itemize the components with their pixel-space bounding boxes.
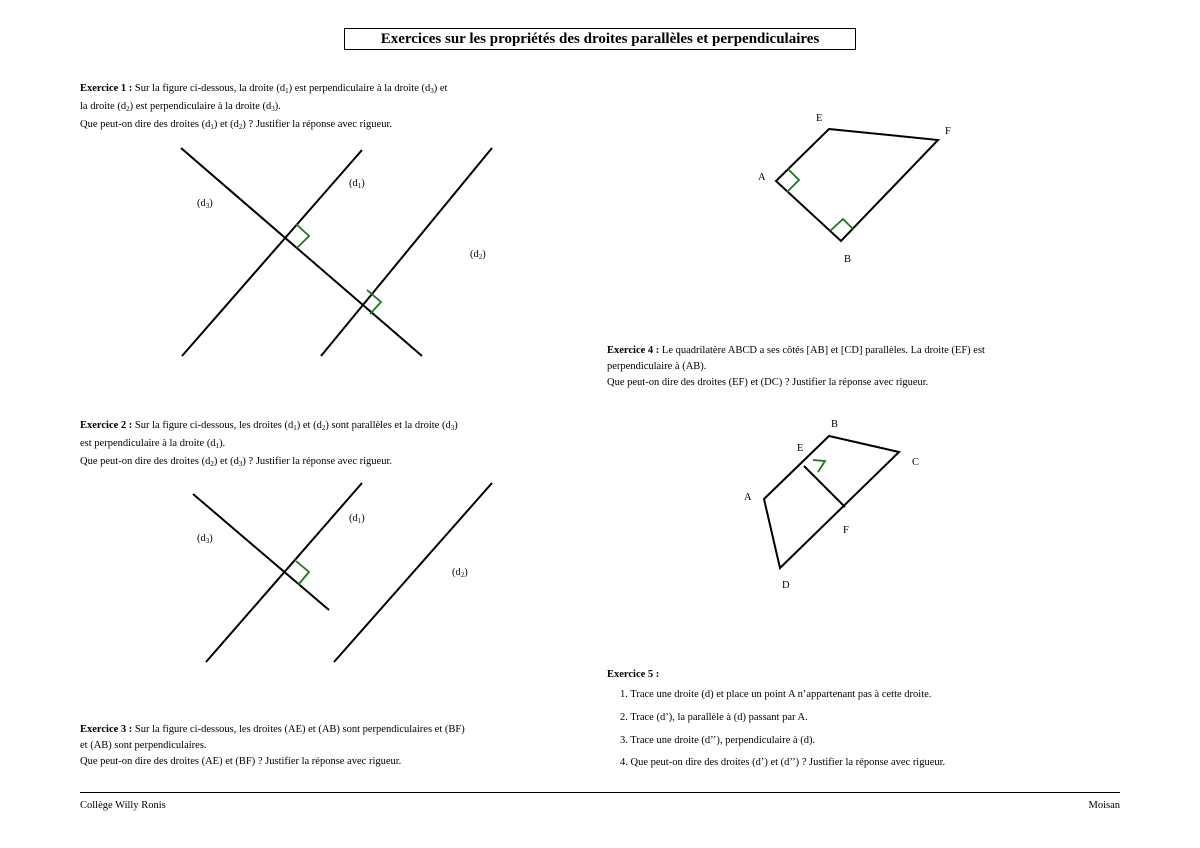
exercise-4-figure <box>764 436 899 568</box>
right-angle-marks-ex2 <box>296 561 309 585</box>
footer-left: Collège Willy Ronis <box>80 800 166 811</box>
exercise-3-figure <box>776 129 938 241</box>
label-d1-ex2: (d1) <box>349 513 365 525</box>
exercise-2-figure <box>193 483 492 662</box>
list-item: 2. Trace (d’), la parallèle à (d) passant par A. <box>620 712 808 723</box>
footer-divider <box>80 792 1120 793</box>
label-d1-ex1: (d1) <box>349 178 365 190</box>
list-item: 4. Que peut-on dire des droites (d’) et (d’’) ? Justifier la réponse avec rigueur. <box>620 757 946 768</box>
line-d1 <box>182 150 362 356</box>
label-d3-ex1: (d3) <box>197 198 213 210</box>
point-C-ex4: C <box>912 457 920 468</box>
exercise-2-text: Exercice 2 : Sur la figure ci-dessous, les droites $(d_1)$ et $(d_2)$ sont parallèles et la droite $(d_3)$ est perpendiculaire à la droite $(d_1)$. Que peut-on dire des droites $(d_2)$ et $(d_3)$ ? Justifier la réponse avec rigueur. <box>80 420 458 468</box>
point-A-ex3: A <box>758 172 766 183</box>
line-d2 <box>334 483 492 662</box>
point-A-ex4: A <box>744 492 752 503</box>
right-angle-marks-ex4 <box>813 460 825 472</box>
point-D-ex4: D <box>782 580 790 591</box>
exercise-4-text: Exercice 4 : Le quadrilatère ABCD a ses côtés [AB] et [CD] parallèles. La droite (EF) est perpendiculaire à (AB). Que peut-on dire des droites (EF) et (DC) ? Justifier la réponse avec rigueur. <box>607 345 985 388</box>
exercise-2-heading: Exercice 2 : <box>80 420 133 431</box>
line-d3 <box>193 494 329 610</box>
label-d2-ex2: (d2) <box>452 567 468 579</box>
exercise-1-figure <box>181 148 492 356</box>
point-F-ex4: F <box>843 525 849 536</box>
point-E-ex4: E <box>797 443 804 454</box>
point-F-ex3: F <box>945 126 951 137</box>
label-d2-ex1: (d2) <box>470 249 486 261</box>
footer-right: Moisan <box>1088 800 1120 811</box>
point-B-ex4: B <box>831 419 839 430</box>
exercise-4-heading: Exercice 4 : <box>607 345 660 356</box>
point-E-ex3: E <box>816 113 823 124</box>
exercise-1-text: Exercice 1 : Sur la figure ci-dessous, la droite $(d_1)$ est perpendiculaire à la droite $(d_3)$ et la droite $(d_2)$ est perpendiculaire à la droite $(d_3)$. Que peut-on dire des droites $(d_1)$ et $(d_2)$ ? Justifier la réponse avec rigueur. <box>80 83 448 131</box>
label-d3-ex2: (d3) <box>197 533 213 545</box>
line-d2 <box>321 148 492 356</box>
exercise-3-text: Exercice 3 : Sur la figure ci-dessous, les droites (AE) et (AB) sont perpendiculaires et (BF) et (AB) sont perpendiculaires. Que peut-on dire des droites (AE) et (BF) ? Justifier la réponse avec rigueur. <box>80 724 465 767</box>
segment-EF <box>804 466 845 507</box>
list-item: 1. Trace une droite (d) et place un point A n’appartenant pas à cette droite. <box>620 689 932 700</box>
point-B-ex3: B <box>844 254 852 265</box>
line-d1 <box>206 483 362 662</box>
line-d3 <box>181 148 422 356</box>
list-item: 3. Trace une droite (d’’), perpendiculaire à (d). <box>620 735 816 746</box>
exercise-3-heading: Exercice 3 : <box>80 724 133 735</box>
exercise-5-heading: Exercice 5 : <box>607 669 660 680</box>
right-angle-marks-ex1 <box>296 224 381 314</box>
page-title: Exercices sur les propriétés des droites parallèles et perpendiculaires <box>344 28 856 50</box>
exercise-1-heading: Exercice 1 : <box>80 83 133 94</box>
